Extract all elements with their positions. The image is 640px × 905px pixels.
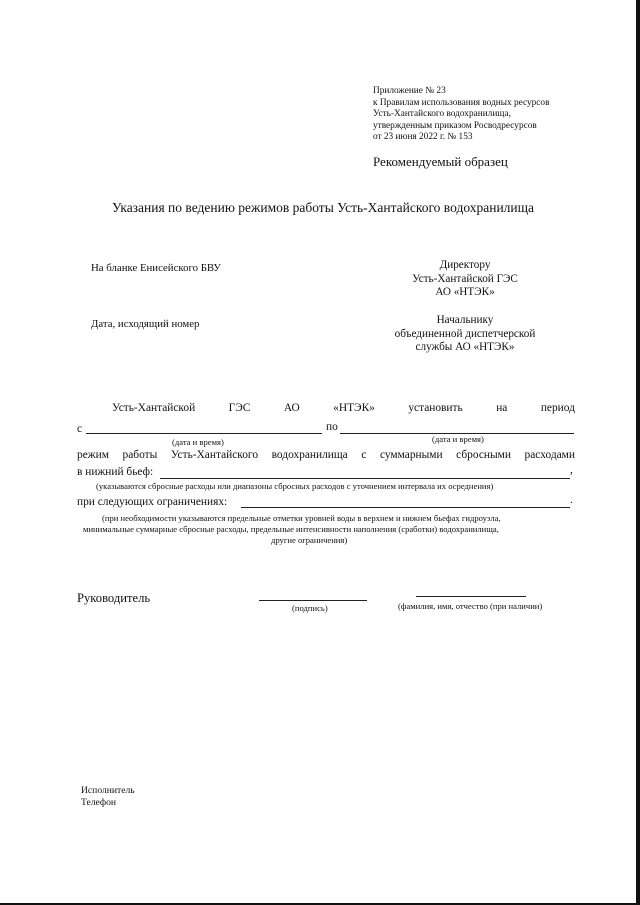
appendix-line: утвержденным приказом Росводресурсов: [373, 120, 537, 131]
appendix-line: от 23 июня 2022 г. № 153: [373, 132, 473, 143]
addressee-director: [380, 259, 550, 300]
constraints-caption: другие ограничения): [271, 535, 348, 545]
instruction-line-1: [112, 402, 575, 414]
phone-label: Телефон: [81, 797, 117, 808]
addressee-dispatch: [374, 314, 556, 355]
addressee-line: Директору: [439, 259, 491, 271]
start-date-caption: (дата и время): [172, 437, 224, 447]
fullname-caption: (фамилия, имя, отчество (при наличии): [398, 601, 543, 611]
letterhead-note: На бланке Енисейского БВУ: [91, 262, 221, 274]
to-label: по: [326, 421, 338, 433]
addressee-line: объединенной диспетчерской: [394, 327, 536, 340]
addressee-line: Начальнику: [436, 314, 494, 326]
word: АО: [283, 402, 300, 414]
head-label: Руководитель: [77, 591, 151, 605]
appendix-line: к Правилам использования водных ресурсов: [373, 97, 550, 108]
discharge-caption: (указываются сбросные расходы или диапазоны сбросных расходов с уточнением интервала их осреднения): [96, 481, 494, 491]
constraints-caption: (при необходимости указываются предельные отметки уровней воды в верхнем и нижнем бьефах гидроузла,: [102, 513, 501, 523]
appendix-line: Приложение № 23: [373, 86, 446, 96]
appendix-line: Усть-Хантайского водохранилища,: [373, 109, 511, 120]
addressee-line: службы АО «НТЭК»: [415, 341, 515, 354]
word: водохранилища: [271, 449, 348, 461]
instruction-line-3: [77, 449, 575, 461]
constraints-label: при следующих ограничениях:: [77, 496, 228, 508]
word: расходами: [524, 449, 575, 461]
comma: ,: [570, 464, 573, 476]
discharge-field[interactable]: [160, 478, 570, 479]
from-label: с: [77, 423, 83, 435]
scan-edge-right: [636, 0, 640, 905]
document-title-text: Указания по ведению режимов работы Усть-Хантайского водохранилища: [111, 200, 535, 215]
word: период: [540, 402, 575, 414]
signature-field[interactable]: [259, 600, 367, 601]
word: работы: [122, 449, 158, 461]
fullname-field[interactable]: [416, 596, 526, 597]
word: режим: [77, 449, 109, 461]
word: ГЭС: [228, 402, 251, 414]
addressee-line: АО «НТЭК»: [435, 286, 495, 299]
constraints-caption: минимальные суммарные сбросные расходы, предельные интенсивности наполнения (сработки) водохранилища,: [83, 524, 499, 534]
word: Усть-Хантайского: [170, 449, 259, 461]
signature-caption: (подпись): [292, 603, 328, 613]
word: «НТЭК»: [333, 402, 375, 414]
word: Усть-Хантайской: [112, 402, 196, 414]
document-title: [0, 200, 640, 216]
addressee-line: Усть-Хантайской ГЭС: [412, 272, 518, 285]
word: установить: [408, 402, 463, 414]
start-date-field[interactable]: [86, 433, 322, 434]
executor-label: Исполнитель: [81, 785, 135, 796]
sample-label: Рекомендуемый образец: [373, 154, 508, 169]
appendix-header: [373, 86, 549, 144]
word: с: [361, 449, 367, 461]
word: суммарными: [379, 449, 443, 461]
end-date-caption: (дата и время): [432, 434, 484, 444]
tailwater-label: в нижний бьеф:: [77, 466, 154, 478]
date-number-note: Дата, исходящий номер: [91, 318, 200, 330]
word: сбросными: [456, 449, 511, 461]
period: .: [570, 494, 573, 506]
word: на: [496, 402, 508, 414]
constraints-field[interactable]: [241, 507, 570, 508]
